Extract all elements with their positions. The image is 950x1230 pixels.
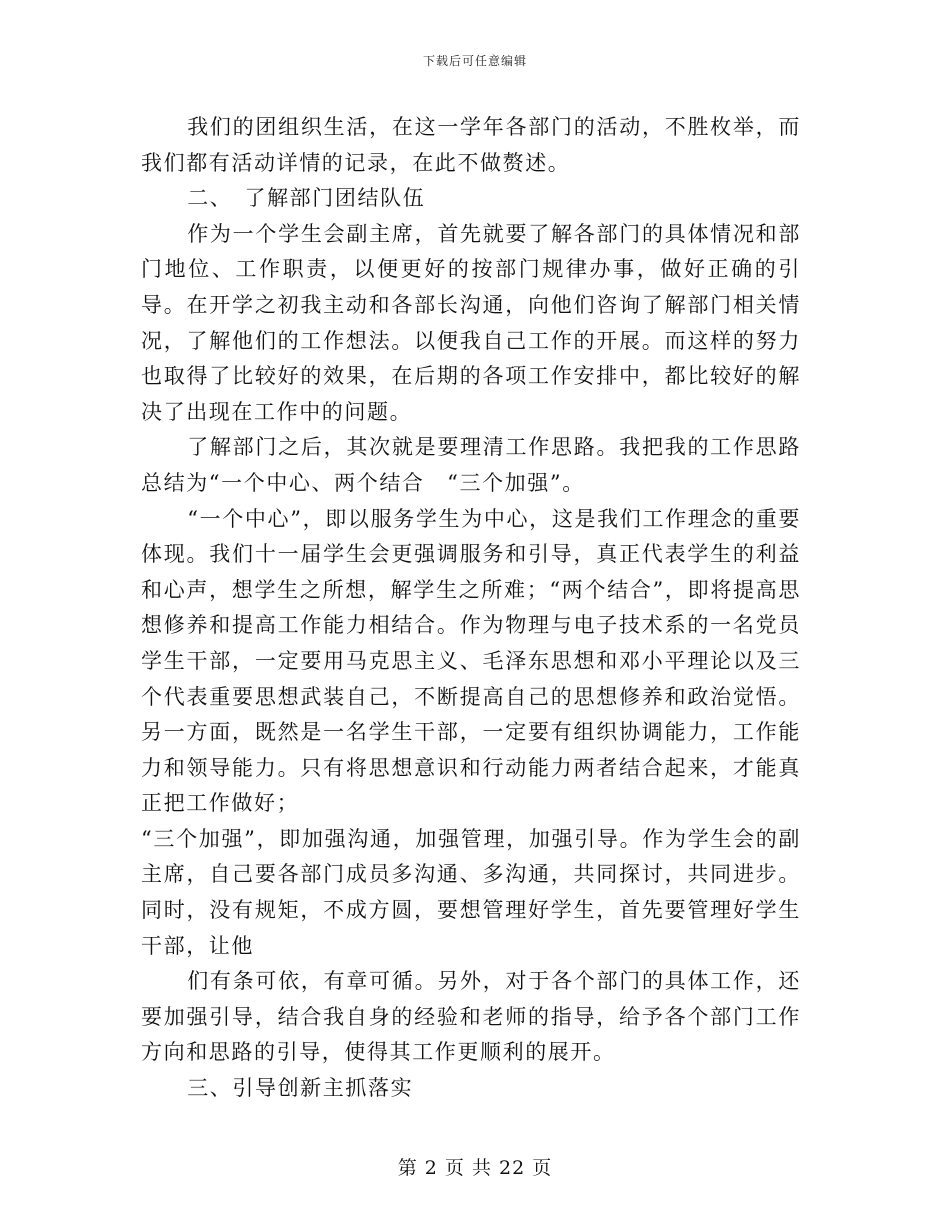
paragraph-activities: 我们的团组织生活，在这一学年各部门的活动，不胜枚举，而我们都有活动详情的记录，在此不做赘述。 (141, 115, 801, 175)
paragraph-one-center: “一个中心”，即以服务学生为中心，这是我们工作理念的重要体现。我们十一届学生会更强调服务和引导，真正代表学生的利益和心声，想学生之所想，解学生之所难；“两个结合”，即将提高思想修养和提高工作能力相结合。作为物理与电子技术系的一名党员学生干部，一定要用马克思主义、毛泽东思想和邓小平理论以及三个代表重要思想武装自己，不断提高自己的思想修养和政治觉悟。另一方面，既然是一名学生干部，一定要有组织协调能力，工作能力和领导能力。只有将思想意识和行动能力两者结合起来，才能真正把工作做好； (141, 506, 801, 816)
paragraph-three-strengthen: “三个加强”，即加强沟通，加强管理，加强引导。作为学生会的副主席，自己要各部门成员多沟通、多沟通，共同探讨，共同进步。同时，没有规矩，不成方圆，要想管理好学生，首先要管理好学生干部，让他 (141, 826, 801, 958)
document-body (141, 110, 801, 1107)
paragraph-guidance: 们有条可依，有章可循。另外，对于各个部门的具体工作，还要加强引导，结合我自身的经验和老师的指导，给予各个部门工作方向和思路的引导，使得其工作更顺利的展开。 (141, 969, 801, 1065)
paragraph-work-approach: 了解部门之后，其次就是要理清工作思路。我把我的工作思路总结为“一个中心、两个结合 “三个加强”。 (141, 435, 801, 495)
page-number: 第 2 页 共 22 页 (397, 1157, 553, 1179)
section-heading-2: 二、 了解部门团结队伍 (187, 186, 426, 211)
paragraph-understand-departments: 作为一个学生会副主席，首先就要了解各部门的具体情况和部门地位、工作职责，以便更好的按部门规律办事，做好正确的引导。在开学之初我主动和各部长沟通，向他们咨询了解部门相关情况，了解他们的工作想法。以便我自己工作的开展。而这样的努力也取得了比较好的效果，在后期的各项工作安排中，都比较好的解决了出现在工作中的问题。 (141, 221, 801, 424)
section-heading-3: 三、引导创新主抓落实 (187, 1076, 414, 1101)
page-header: 下载后可任意编辑 (422, 54, 527, 68)
